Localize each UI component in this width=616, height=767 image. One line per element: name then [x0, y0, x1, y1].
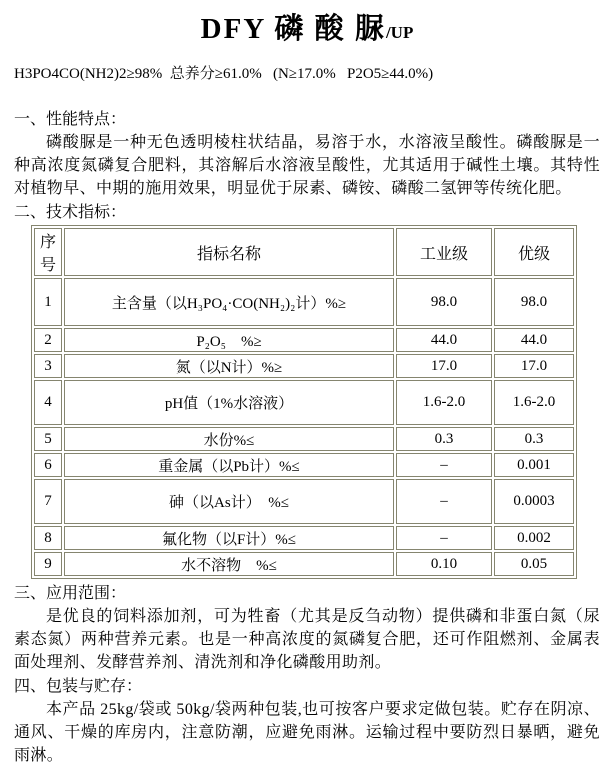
cell-no: 2	[34, 328, 62, 352]
title-suffix: /UP	[385, 23, 414, 42]
cell-name: 重金属（以Pb计）%≤	[64, 453, 394, 477]
table-row	[34, 354, 574, 378]
cell-no: 4	[34, 380, 62, 425]
cell-premium: 0.3	[494, 427, 574, 451]
cell-name: 水份%≤	[64, 427, 394, 451]
cell-industrial: 1.6-2.0	[396, 380, 492, 425]
cell-name: 主含量（以H₃PO₄·CO(NH₂)₂计）%≥	[64, 278, 394, 326]
cell-name: 砷（以As计） %≤	[64, 479, 394, 524]
cell-name: P₂O₅ %≥	[64, 328, 394, 352]
cell-premium: 0.001	[494, 453, 574, 477]
cell-no: 5	[34, 427, 62, 451]
cell-industrial: 0.3	[396, 427, 492, 451]
cell-no: 6	[34, 453, 62, 477]
col-header-industrial: 工业级	[396, 228, 492, 276]
title-main: DFY 磷 酸 脲	[200, 13, 386, 45]
cell-industrial: 44.0	[396, 328, 492, 352]
table-row	[34, 479, 574, 524]
cell-premium: 17.0	[494, 354, 574, 378]
cell-industrial: –	[396, 479, 492, 524]
cell-premium: 0.002	[494, 526, 574, 550]
section-4-paragraph: 本产品 25kg/袋或 50kg/袋两种包装,也可按客户要求定做包装。贮存在阴凉、通风、干燥的库房内，注意防潮，应避免雨淋。运输过程中要防烈日暴晒，避免雨淋。	[14, 701, 600, 764]
cell-name: 氟化物（以F计）%≤	[64, 526, 394, 550]
table-row	[34, 380, 574, 425]
col-header-no: 序号	[34, 228, 62, 276]
cell-industrial: –	[396, 453, 492, 477]
section-2-heading: 二、技术指标：	[14, 204, 127, 221]
section-1-heading: 一、性能特点：	[14, 111, 127, 128]
cell-industrial: –	[396, 526, 492, 550]
cell-no: 1	[34, 278, 62, 326]
table-row	[34, 427, 574, 451]
cell-name: 水不溶物 %≤	[64, 552, 394, 576]
table-header-row	[34, 228, 574, 276]
cell-industrial: 98.0	[396, 278, 492, 326]
cell-no: 8	[34, 526, 62, 550]
cell-industrial: 17.0	[396, 354, 492, 378]
table-row	[34, 526, 574, 550]
cell-premium: 98.0	[494, 278, 574, 326]
cell-premium: 1.6-2.0	[494, 380, 574, 425]
cell-premium: 44.0	[494, 328, 574, 352]
col-header-name: 指标名称	[64, 228, 394, 276]
section-3-paragraph: 是优良的饲料添加剂，可为牲畜（尤其是反刍动物）提供磷和非蛋白氮（尿素态氮）两种营养元素。也是一种高浓度的氮磷复合肥，还可作阻燃剂、金属表面处理剂、发酵营养剂、清洗剂和净化磷酸用助剂。	[14, 608, 600, 671]
section-3-heading: 三、应用范围：	[14, 585, 127, 602]
cell-industrial: 0.10	[396, 552, 492, 576]
section-4-heading: 四、包装与贮存：	[14, 678, 143, 695]
spec-table	[31, 225, 577, 579]
cell-name: pH值（1%水溶液）	[64, 380, 394, 425]
table-row	[34, 278, 574, 326]
section-1-paragraph: 磷酸脲是一种无色透明棱柱状结晶，易溶于水，水溶液呈酸性。磷酸脲是一种高浓度氮磷复合肥料，其溶解后水溶液呈酸性，尤其适用于碱性土壤。其特性对植物早、中期的施用效果，明显优于尿素、磷铵、磷酸二氢钾等传统化肥。	[14, 134, 600, 197]
page-title	[14, 8, 600, 54]
cell-no: 7	[34, 479, 62, 524]
cell-premium: 0.0003	[494, 479, 574, 524]
cell-no: 3	[34, 354, 62, 378]
cell-name: 氮（以N计）%≥	[64, 354, 394, 378]
table-row	[34, 453, 574, 477]
table-row	[34, 328, 574, 352]
table-row	[34, 552, 574, 576]
formula-line: H3PO4CO(NH2)2≥98% 总养分≥61.0% (N≥17.0% P2O5≥44.0%)	[14, 66, 434, 82]
cell-no: 9	[34, 552, 62, 576]
cell-premium: 0.05	[494, 552, 574, 576]
col-header-premium: 优级	[494, 228, 574, 276]
